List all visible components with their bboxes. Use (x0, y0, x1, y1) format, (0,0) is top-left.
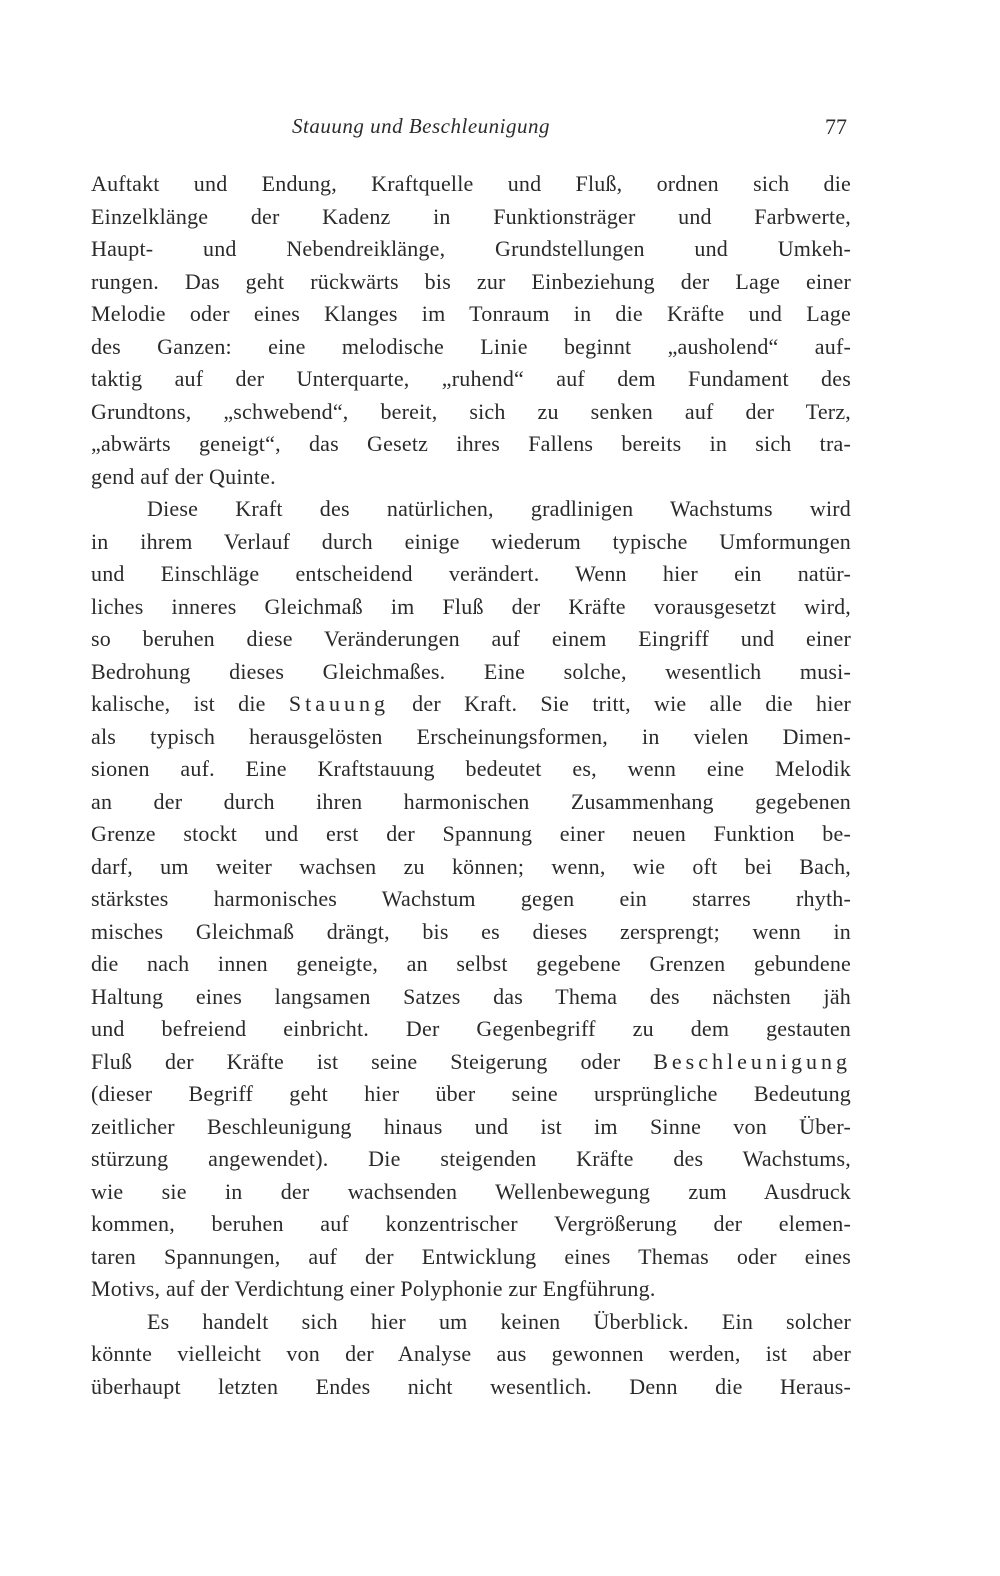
text-line: so beruhen diese Veränderungen auf einem Eingriff und einer (91, 626, 851, 651)
text-line: des Ganzen: eine melodische Linie beginnt „ausholend“ auf- (91, 333, 851, 359)
text-line: misches Gleichmaß drängt, bis es dieses zersprengt; wenn in (91, 918, 851, 944)
text-line: zeitlicher Beschleunigung hinaus und ist im Sinne von Über- (91, 1113, 851, 1139)
text-line: kommen, beruhen auf konzentrischer Vergrößerung der elemen- (91, 1211, 851, 1236)
text-line: an der durch ihren harmonischen Zusammenhang gegebenen (91, 788, 851, 814)
text-line: Motivs, auf der Verdichtung einer Polyphonie zur Engführung. (91, 1276, 656, 1301)
text-line: taren Spannungen, auf der Entwicklung eines Themas oder eines (91, 1243, 851, 1269)
text-line: Grundtons, „schwebend“, bereit, sich zu senken auf der Terz, (91, 398, 851, 424)
text-line: gend auf der Quinte. (91, 463, 276, 489)
text-line: stärkstes harmonisches Wachstum gegen ein starres rhyth- (91, 886, 851, 911)
text-line: Auftakt und Endung, Kraftquelle und Fluß, ordnen sich die (91, 171, 851, 196)
text-line: liches inneres Gleichmaß im Fluß der Kräfte vorausgesetzt wird, (91, 593, 851, 619)
text-segment: der Kraft. Sie tritt, wie alle die hier (388, 691, 852, 716)
text-line: taktig auf der Unterquarte, „ruhend“ auf dem Fundament des (91, 366, 851, 391)
text-segment: Fluß der Kräfte ist seine Steigerung oder (91, 1048, 654, 1074)
text-line: überhaupt letzten Endes nicht wesentlich. Denn die Heraus- (91, 1373, 851, 1399)
text-line: rungen. Das geht rückwärts bis zur Einbeziehung der Lage einer (91, 268, 851, 294)
text-line: in ihrem Verlauf durch einige wiederum typische Umformungen (91, 528, 851, 554)
text-line: Haupt- und Nebendreiklänge, Grundstellungen und Umkeh- (91, 236, 851, 261)
text-segment: kalische, ist die (91, 691, 289, 716)
text-line: und befreiend einbricht. Der Gegenbegriff zu dem gestauten (91, 1016, 851, 1041)
text-line: wie sie in der wachsenden Wellenbewegung zum Ausdruck (91, 1178, 851, 1204)
text-line (91, 1046, 851, 1079)
text-line: könnte vielleicht von der Analyse aus gewonnen werden, ist aber (91, 1341, 851, 1366)
text-line: und Einschläge entscheidend verändert. Wenn hier ein natür- (91, 561, 851, 586)
text-line: als typisch herausgelösten Erscheinungsformen, in vielen Dimen- (91, 723, 851, 749)
spaced-term: Stauung (288, 691, 389, 716)
text-line: stürzung angewendet). Die steigenden Kräfte des Wachstums, (91, 1146, 851, 1171)
text-line: Einzelklänge der Kadenz in Funktionsträger und Farbwerte, (91, 203, 851, 229)
running-head (91, 112, 851, 152)
book-page (91, 112, 851, 1403)
body-text (91, 168, 851, 1403)
paragraph-3 (91, 1306, 851, 1404)
text-line: (dieser Begriff geht hier über seine ursprüngliche Bedeutung (91, 1081, 851, 1106)
text-line: Es handelt sich hier um keinen Überblick. Ein solcher (147, 1308, 851, 1334)
page-number: 77 (825, 114, 847, 139)
text-line: darf, um weiter wachsen zu können; wenn, wie oft bei Bach, (91, 853, 851, 879)
text-line: sionen auf. Eine Kraftstauung bedeutet es, wenn eine Melodik (91, 756, 851, 781)
text-line: Melodie oder eines Klanges im Tonraum in die Kräfte und Lage (91, 301, 851, 326)
paragraph-1 (91, 168, 851, 493)
text-line (91, 688, 851, 721)
text-line: Haltung eines langsamen Satzes das Thema des nächsten jäh (91, 983, 851, 1009)
running-title: Stauung und Beschleunigung (292, 114, 550, 138)
paragraph-2 (91, 493, 851, 1306)
text-line: Bedrohung dieses Gleichmaßes. Eine solche, wesentlich musi- (91, 658, 851, 684)
text-line: die nach innen geneigte, an selbst gegebene Grenzen gebundene (91, 951, 851, 976)
text-line: Grenze stockt und erst der Spannung einer neuen Funktion be- (91, 821, 851, 846)
text-line: Diese Kraft des natürlichen, gradlinigen Wachstums wird (147, 496, 851, 521)
text-line: „abwärts geneigt“, das Gesetz ihres Fallens bereits in sich tra- (91, 431, 851, 456)
spaced-term: Beschleunigung (653, 1048, 851, 1074)
